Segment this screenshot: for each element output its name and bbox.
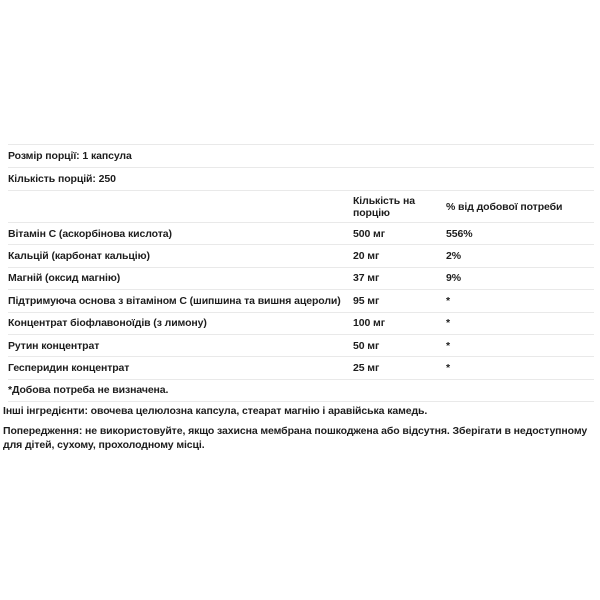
nutrient-daily-value: 2%: [446, 250, 461, 263]
nutrient-name: Концентрат біофлавоноїдів (з лимону): [8, 317, 207, 330]
table-row: [8, 335, 594, 357]
table-row: [8, 357, 594, 379]
amount-column-header: Кількість на порцію: [353, 194, 415, 219]
serving-size-label: Розмір порції: 1 капсула: [8, 150, 132, 162]
nutrient-daily-value: *: [446, 339, 450, 352]
table-row: [8, 290, 594, 312]
serving-size-row: [8, 145, 594, 168]
table-row: [8, 223, 594, 245]
nutrient-amount: 500 мг: [353, 227, 385, 240]
warning-text: Попередження: не використовуйте, якщо захисна мембрана пошкоджена або відсутня. Зберігати в недоступному для дітей, сухому, прохолодному місці.: [3, 425, 588, 451]
nutrient-daily-value: *: [446, 294, 450, 307]
nutrient-amount: 37 мг: [353, 272, 380, 285]
nutrient-name: Гесперидин концентрат: [8, 362, 130, 375]
nutrient-daily-value: *: [446, 317, 450, 330]
servings-per-container-row: [8, 168, 594, 191]
nutrient-amount: 20 мг: [353, 250, 380, 263]
nutrient-name: Рутин концентрат: [8, 339, 100, 352]
nutrient-name: Кальцій (карбонат кальцію): [8, 250, 150, 263]
footnote-text: *Добова потреба не визначена.: [8, 384, 169, 397]
nutrient-amount: 50 мг: [353, 339, 380, 352]
nutrient-daily-value: *: [446, 362, 450, 375]
label-paragraphs: [3, 404, 597, 458]
nutrient-amount: 95 мг: [353, 294, 380, 307]
other-ingredients-text: Інші інгредієнти: овочева целюлозна капсула, стеарат магнію і аравійська камедь.: [3, 405, 428, 417]
nutrient-name: Вітамін C (аскорбінова кислота): [8, 227, 172, 240]
supplement-facts-table: [8, 144, 594, 402]
table-row: [8, 245, 594, 267]
nutrient-name: Магній (оксид магнію): [8, 272, 121, 285]
footnote-row: [8, 380, 594, 402]
servings-per-container-label: Кількість порцій: 250: [8, 173, 116, 185]
daily-value-column-header: % від добової потреби: [446, 200, 563, 213]
nutrient-daily-value: 556%: [446, 227, 473, 240]
nutrient-daily-value: 9%: [446, 272, 461, 285]
table-row: [8, 313, 594, 335]
table-row: [8, 268, 594, 290]
nutrient-amount: 100 мг: [353, 317, 385, 330]
table-header-row: [8, 191, 594, 223]
nutrient-amount: 25 мг: [353, 362, 380, 375]
nutrient-name: Підтримуюча основа з вітаміном C (шипшина та вишня ацероли): [8, 294, 341, 307]
